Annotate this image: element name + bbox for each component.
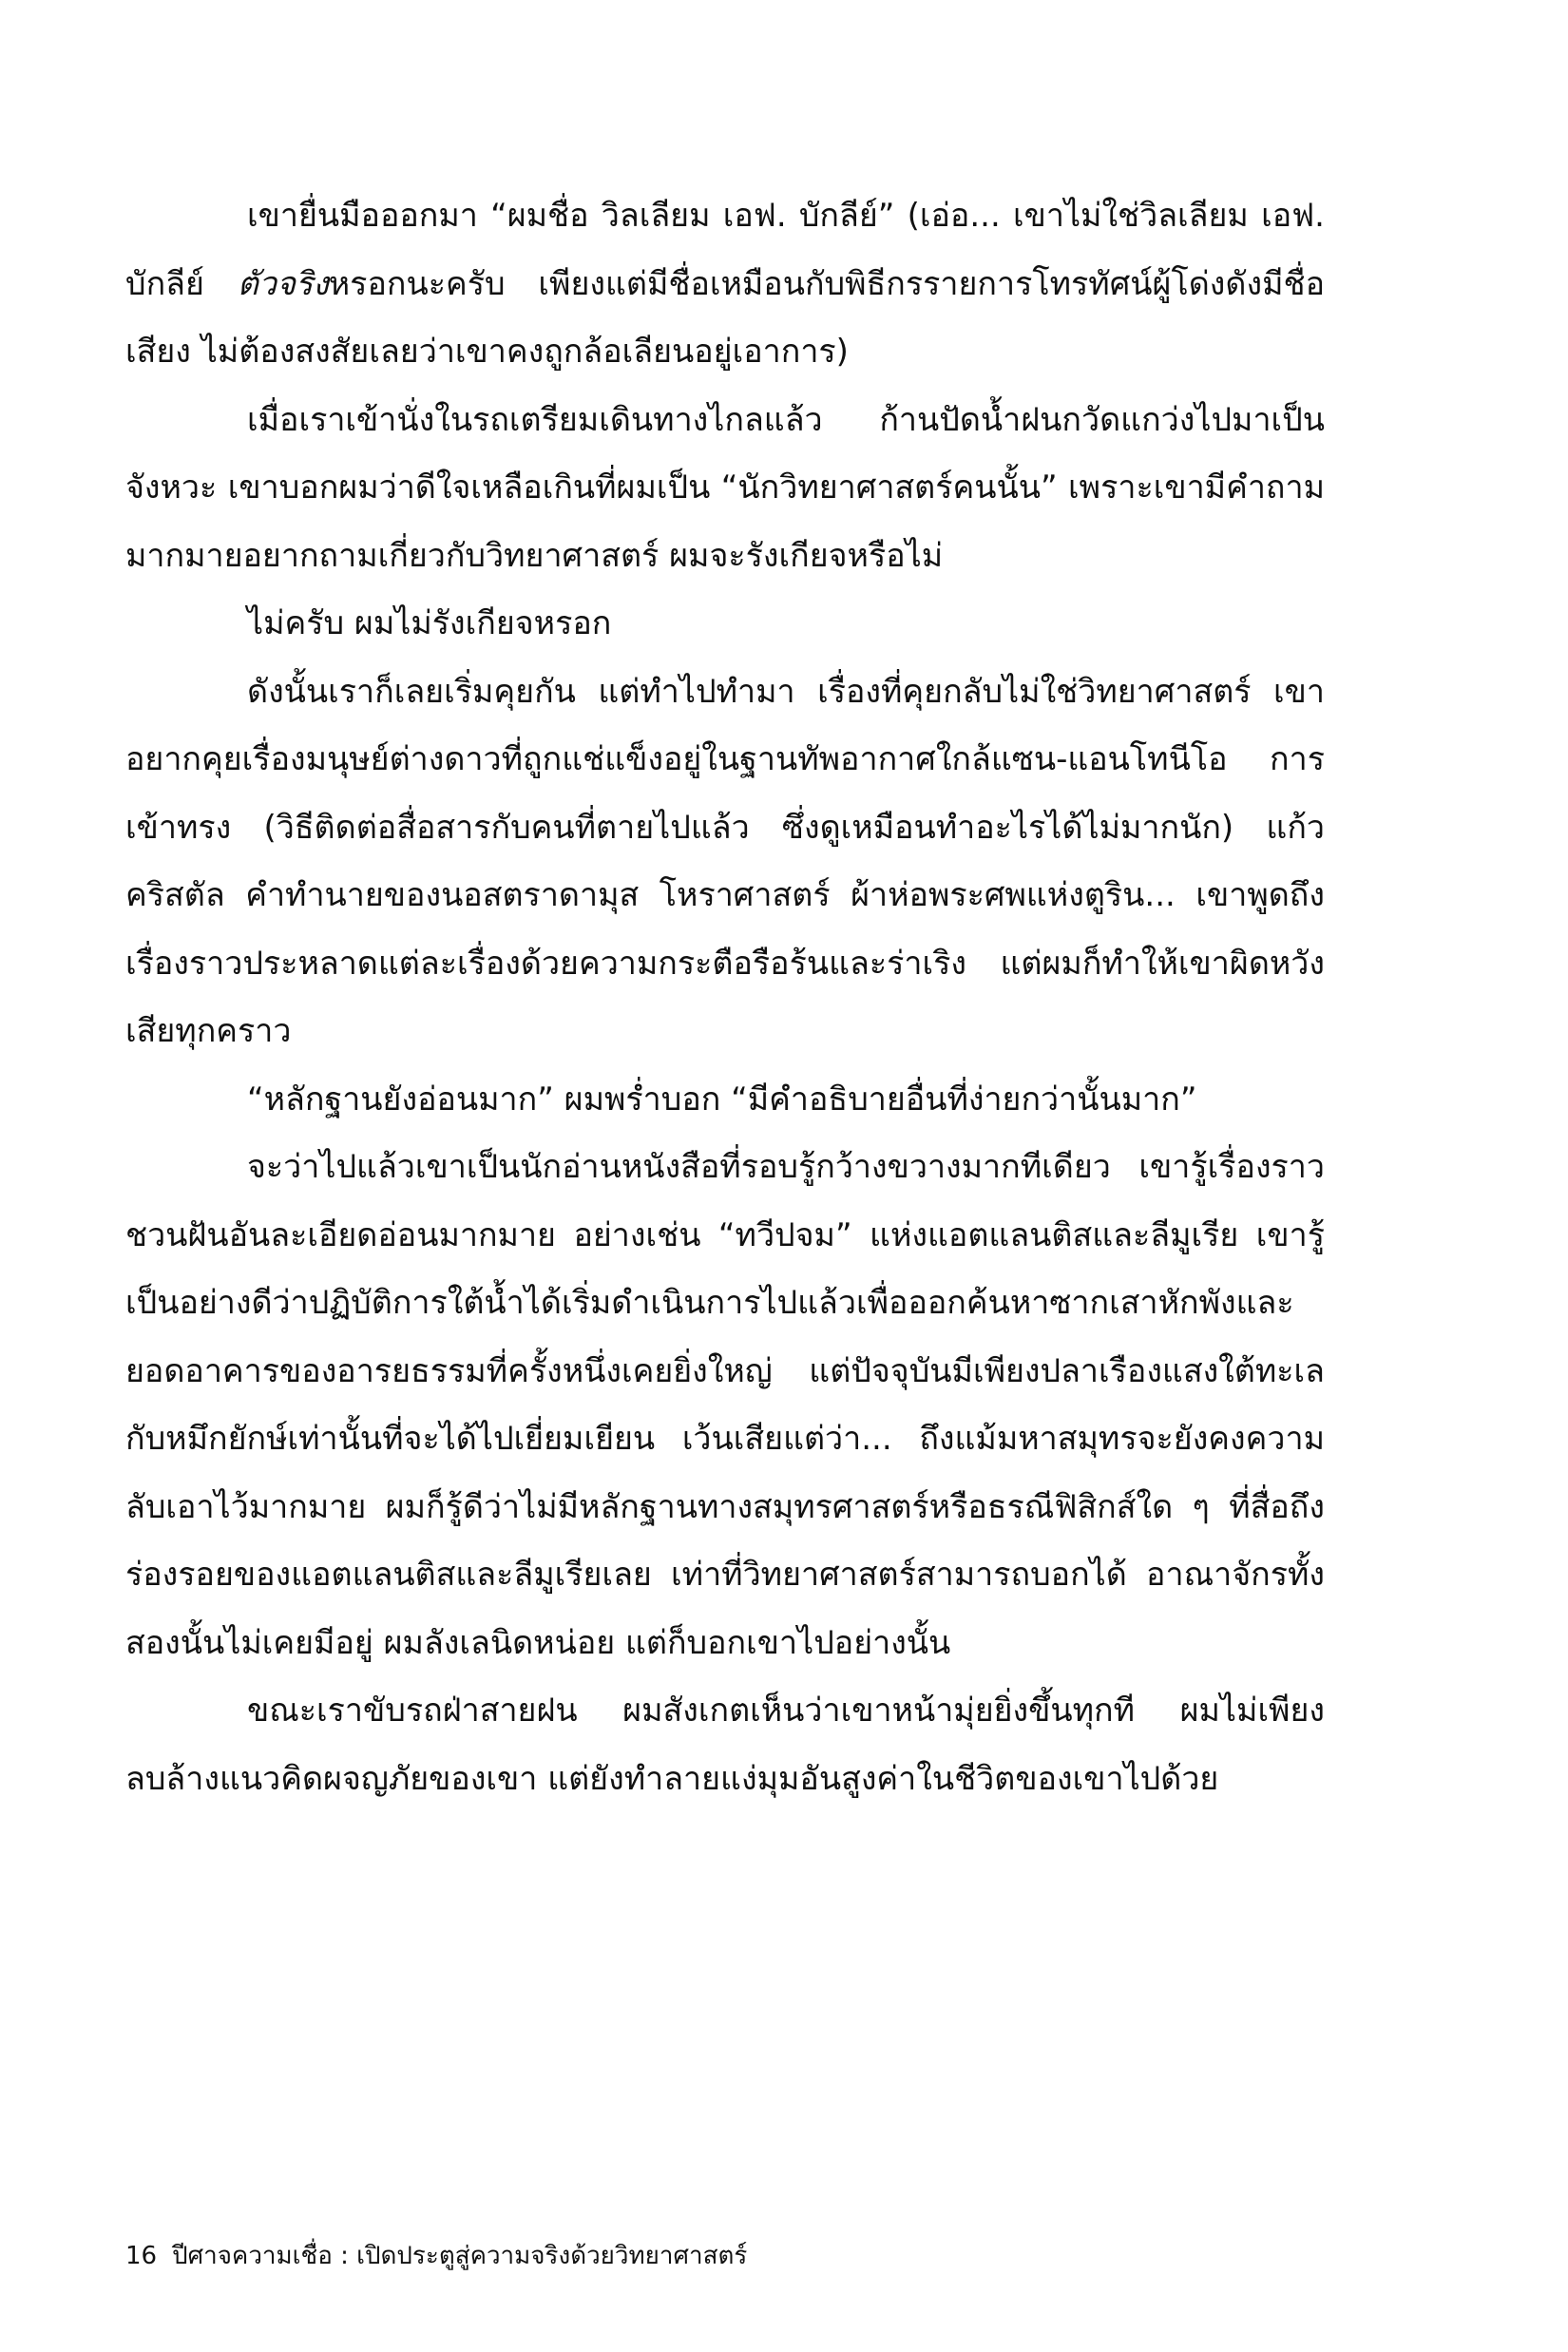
paragraph-6: จะว่าไปแล้วเขาเป็นนักอ่านหนังสือที่รอบรู้กว้างขวางมากทีเดียว เขารู้เรื่องราวชวนฝันอันละเอียดอ่อนมากมาย อย่างเช่น “ทวีปจม” แห่งแอตแลนติสและลีมูเรีย เขารู้เป็นอย่างดีว่าปฏิบัติการใต้น้ำได้เริ่มดำเนินการไปแล้วเพื่อออกค้นหาซากเสาหักพังและยอดอาคารของอารยธรรมที่ครั้งหนึ่งเคยยิ่งใหญ่ แต่ปัจจุบันมีเพียงปลาเรืองแสงใต้ทะเลกับหมึกยักษ์เท่านั้นที่จะได้ไปเยี่ยมเยียน เว้นเสียแต่ว่า... ถึงแม้มหาสมุทรจะยังคงความลับเอาไว้มากมาย ผมก็รู้ดีว่าไม่มีหลักฐานทางสมุทรศาสตร์หรือธรณีฟิสิกส์ใด ๆ ที่สื่อถึงร่องรอยของแอตแลนติสและลีมูเรียเลย เท่าที่วิทยาศาสตร์สามารถบอกได้ อาณาจักรทั้งสองนั้นไม่เคยมีอยู่ ผมลังเลนิดหน่อย แต่ก็บอกเขาไปอย่างนั้น (125, 1148, 1325, 1662)
paragraph-1-part-1: เขายื่นมือออกมา “ผมชื่อ วิลเลียม เอฟ. บักลีย์” (เอ่อ... เขาไม่ใช่วิลเลียม เอฟ. บักลีย์ (125, 197, 1325, 303)
paragraph-2: เมื่อเราเข้านั่งในรถเตรียมเดินทางไกลแล้ว ก้านปัดน้ำฝนกวัดแกว่งไปมาเป็นจังหวะ เขาบอกผมว่าดีใจเหลือเกินที่ผมเป็น “นักวิทยาศาสตร์คนนั้น” เพราะเขามีคำถามมากมายอยากถามเกี่ยวกับวิทยาศาสตร์ ผมจะรังเกียจหรือไม่ (125, 400, 1325, 575)
body-text (125, 182, 1325, 1813)
page-number: 16 (125, 2242, 158, 2270)
paragraph-1-emphasis: ตัวจริง (237, 264, 329, 303)
paragraph-1-part-2: หรอกนะครับ เพียงแต่มีชื่อเหมือนกับพิธีกรรายการโทรทัศน์ผู้โด่งดังมีชื่อเสียง ไม่ต้องสงสัยเลยว่าเขาคงถูกล้อเลียนอยู่เอาการ) (125, 264, 1325, 371)
paragraph-3: ไม่ครับ ผมไม่รังเกียจหรอก (247, 604, 612, 642)
paragraph-1 (125, 182, 1325, 387)
paragraph-4: ดังนั้นเราก็เลยเริ่มคุยกัน แต่ทำไปทำมา เรื่องที่คุยกลับไม่ใช่วิทยาศาสตร์ เขาอยากคุยเรื่องมนุษย์ต่างดาวที่ถูกแช่แข็งอยู่ในฐานทัพอากาศใกล้แซน-แอนโทนีโอ การเข้าทรง (วิธีติดต่อสื่อสารกับคนที่ตายไปแล้ว ซึ่งดูเหมือนทำอะไรได้ไม่มากนัก) แก้วคริสตัล คำทำนายของนอสตราดามุส โหราศาสตร์ ผ้าห่อพระศพแห่งตูริน... เขาพูดถึงเรื่องราวประหลาดแต่ละเรื่องด้วยความกระตือรือร้นและร่าเริง แต่ผมก็ทำให้เขาผิดหวังเสียทุกคราว (125, 672, 1325, 1050)
book-title: ปีศาจความเชื่อ : เปิดประตูสู่ความจริงด้วยวิทยาศาสตร์ (172, 2242, 748, 2270)
page-footer (125, 2240, 747, 2272)
paragraph-5: “หลักฐานยังอ่อนมาก” ผมพร่ำบอก “มีคำอธิบายอื่นที่ง่ายกว่านั้นมาก” (247, 1080, 1197, 1119)
paragraph-7: ขณะเราขับรถฝ่าสายฝน ผมสังเกตเห็นว่าเขาหน้ามุ่ยยิ่งขึ้นทุกที ผมไม่เพียงลบล้างแนวคิดผจญภัยของเขา แต่ยังทำลายแง่มุมอันสูงค่าในชีวิตของเขาไปด้วย (125, 1692, 1325, 1798)
